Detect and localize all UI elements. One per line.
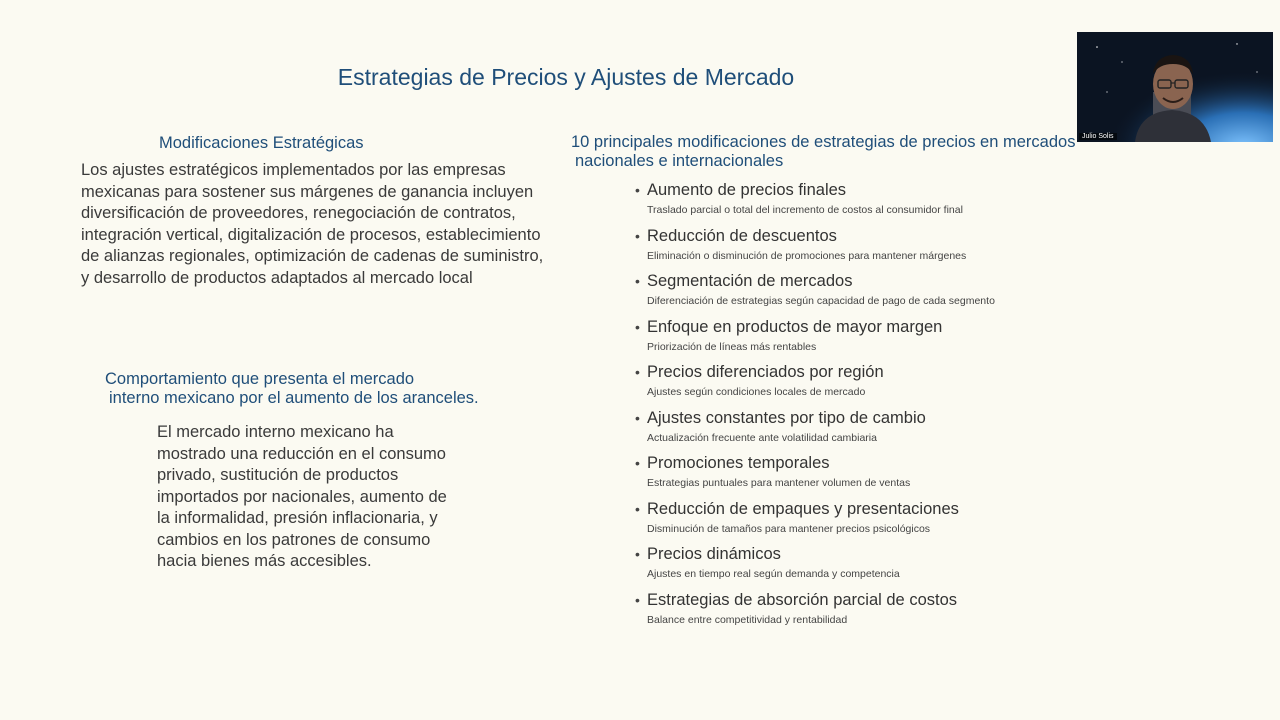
strategic-modifications-heading: Modificaciones Estratégicas bbox=[159, 134, 364, 152]
strategy-description: Traslado parcial o total del incremento de costos al consumidor final bbox=[647, 204, 963, 216]
strategy-description: Balance entre competitividad y rentabilidad bbox=[647, 613, 848, 626]
bullet-icon: • bbox=[635, 591, 640, 608]
bullet-icon: • bbox=[635, 500, 640, 517]
webcam-video-tile[interactable] bbox=[1077, 32, 1273, 142]
bullet-icon: • bbox=[635, 455, 640, 471]
list-item bbox=[636, 271, 995, 317]
strategy-title: Precios diferenciados por región bbox=[647, 363, 884, 381]
strategic-modifications-body: Los ajustes estratégicos implementados por las empresas mexicanas para sostener sus márgenes de ganancia incluyen diversificación de proveedores, renegociación de contratos, integración vertical, digitalización de procesos, establecimiento de alianzas regionales, optimización de cadenas de suministro, y desarrollo de productos adaptados al mercado local bbox=[81, 161, 544, 287]
strategy-description: Priorización de líneas más rentables bbox=[647, 340, 817, 353]
strategy-description: Ajustes en tiempo real según demanda y competencia bbox=[647, 568, 900, 580]
strategy-title: Estrategias de absorción parcial de costos bbox=[647, 590, 958, 609]
participant-name-label: Julio Solis bbox=[1079, 133, 1117, 140]
webcam-feed-image bbox=[1077, 32, 1273, 142]
bullet-icon: • bbox=[635, 364, 640, 380]
market-behavior-heading-line1: Comportamiento que presenta el mercado bbox=[105, 370, 415, 388]
bullet-icon: • bbox=[635, 273, 640, 289]
top-strategies-heading-line2: nacionales e internacionales bbox=[575, 152, 784, 170]
list-item bbox=[636, 226, 995, 272]
top-strategies-heading bbox=[571, 133, 1081, 171]
strategy-description: Disminución de tamaños para mantener precios psicológicos bbox=[647, 522, 931, 535]
strategy-description: Ajustes según condiciones locales de mercado bbox=[647, 386, 866, 398]
bullet-icon: • bbox=[635, 182, 640, 198]
list-item bbox=[636, 544, 995, 590]
bullet-icon: • bbox=[635, 409, 640, 426]
strategy-description: Actualización frecuente ante volatilidad cambiaria bbox=[647, 431, 877, 444]
strategy-title: Reducción de descuentos bbox=[647, 226, 837, 245]
market-behavior-heading-line2: interno mexicano por el aumento de los aranceles. bbox=[109, 389, 479, 407]
strategy-description: Diferenciación de estrategias según capacidad de pago de cada segmento bbox=[647, 295, 995, 307]
market-behavior-heading bbox=[105, 370, 505, 408]
list-item bbox=[636, 453, 995, 499]
list-item bbox=[636, 408, 995, 454]
strategy-title: Segmentación de mercados bbox=[647, 272, 853, 290]
slide-title: Estrategias de Precios y Ajustes de Mercado bbox=[337, 64, 795, 90]
market-behavior-body: El mercado interno mexicano ha mostrado una reducción en el consumo privado, sustitución de productos importados por nacionales, aumento de la informalidad, presión inflacionaria, y cambios en los patrones de consumo hacia bienes más accesibles. bbox=[157, 423, 447, 570]
strategy-title: Reducción de empaques y presentaciones bbox=[647, 499, 959, 518]
top-strategies-heading-line1: 10 principales modificaciones de estrategias de precios en mercados bbox=[571, 133, 1076, 151]
bullet-icon: • bbox=[635, 318, 640, 335]
strategy-title: Enfoque en productos de mayor margen bbox=[647, 317, 943, 336]
strategy-list bbox=[636, 180, 995, 635]
strategy-description: Eliminación o disminución de promociones para mantener márgenes bbox=[647, 249, 967, 262]
strategy-title: Aumento de precios finales bbox=[647, 181, 847, 199]
strategy-description: Estrategias puntuales para mantener volumen de ventas bbox=[647, 477, 911, 489]
list-item bbox=[636, 590, 995, 636]
bullet-icon: • bbox=[635, 546, 640, 562]
strategy-title: Precios dinámicos bbox=[647, 545, 781, 563]
list-item bbox=[636, 499, 995, 545]
list-item bbox=[636, 180, 995, 226]
strategy-title: Ajustes constantes por tipo de cambio bbox=[647, 408, 926, 427]
list-item bbox=[636, 362, 995, 408]
bullet-icon: • bbox=[635, 227, 640, 244]
strategy-title: Promociones temporales bbox=[647, 454, 830, 472]
list-item bbox=[636, 317, 995, 363]
